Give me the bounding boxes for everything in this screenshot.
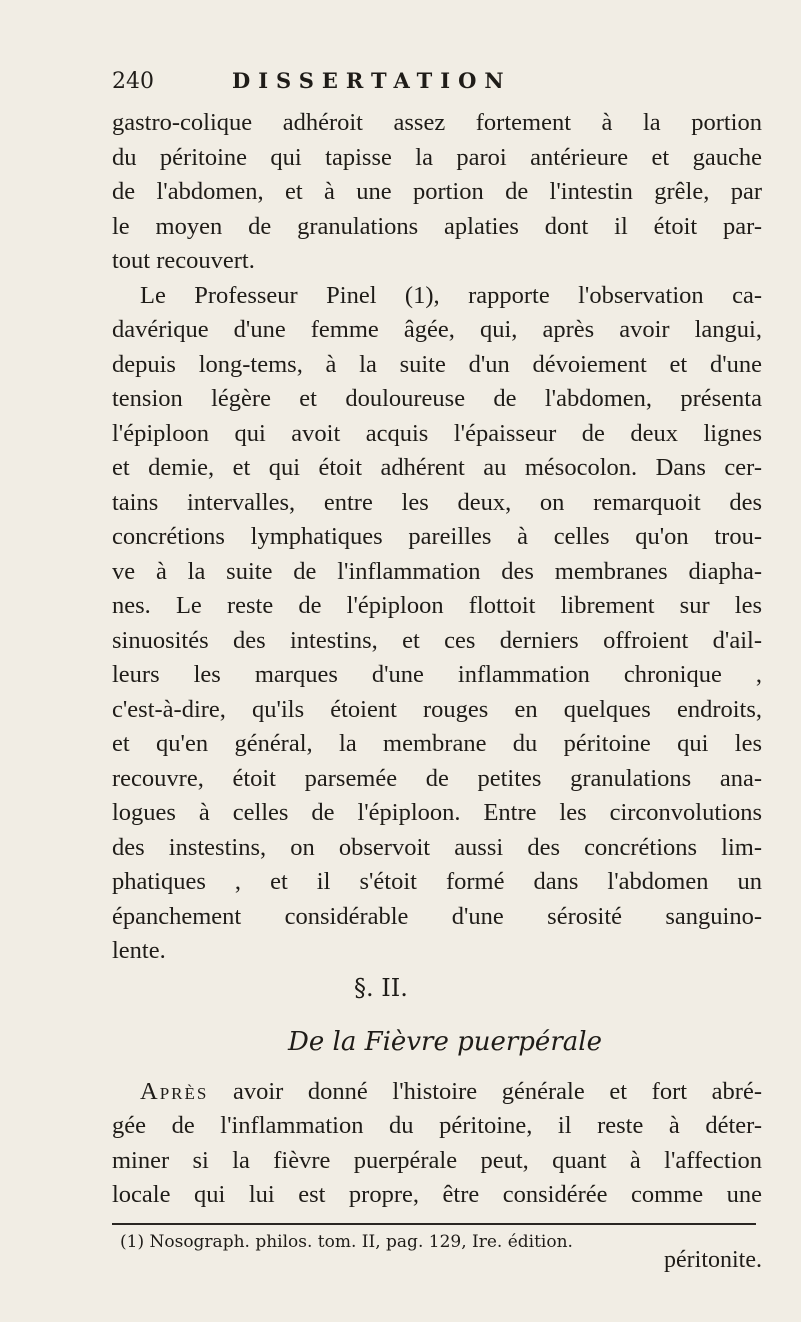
text-line: tout recouvert. bbox=[112, 247, 255, 274]
section-number: §. II. bbox=[354, 973, 408, 1002]
text-line: davérique d'une femme âgée, qui, après avoir langui, bbox=[112, 316, 762, 343]
text-line: l'épiploon qui avoit acquis l'épaisseur de deux lignes bbox=[112, 419, 762, 447]
text-line: épanchement considérable d'une sérosité sanguino- bbox=[112, 902, 762, 930]
text-line: phatiques , et il s'étoit formé dans l'abdomen un bbox=[112, 868, 762, 895]
text-line: et demie, et qui étoit adhérent au mésocolon. Dans cer- bbox=[112, 454, 762, 481]
text-line-rest: avoir donné l'histoire générale et fort abré- bbox=[208, 1077, 762, 1105]
catchword: péritonite. bbox=[664, 1246, 762, 1273]
text-line: depuis long-tems, à la suite d'un dévoiement et d'une bbox=[112, 350, 762, 378]
text-line: concrétions lymphatiques pareilles à celles qu'on trou- bbox=[112, 523, 762, 550]
paragraph-continuation bbox=[112, 106, 762, 279]
book-page bbox=[112, 68, 762, 1274]
text-line: gastro-colique adhéroit assez fortement à la portion bbox=[112, 109, 762, 136]
paragraph-puerperal-fever bbox=[112, 1075, 762, 1213]
text-line: leurs les marques d'une inflammation chronique , bbox=[112, 661, 762, 688]
text-line: des instestins, on observoit aussi des concrétions lim- bbox=[112, 833, 762, 861]
footnote-rule bbox=[112, 1223, 756, 1225]
text-line: tension légère et douloureuse de l'abdomen, présenta bbox=[112, 385, 762, 412]
text-line: du péritoine qui tapisse la paroi antérieure et gauche bbox=[112, 143, 762, 171]
section-title: De la Fièvre puerpérale bbox=[288, 1026, 602, 1057]
text-line: miner si la fièvre puerpérale peut, quant à l'affection bbox=[112, 1146, 762, 1174]
text-line: sinuosités des intestins, et ces derniers offroient d'ail- bbox=[112, 626, 762, 654]
text-line bbox=[112, 1075, 762, 1110]
text-line: le moyen de granulations aplaties dont il étoit par- bbox=[112, 212, 762, 240]
text-line: c'est-à-dire, qu'ils étoient rouges en quelques endroits, bbox=[112, 695, 762, 723]
page-header bbox=[112, 68, 762, 106]
running-title: DISSERTATION bbox=[232, 68, 512, 93]
text-line: ve à la suite de l'inflammation des membranes diapha- bbox=[112, 557, 762, 585]
text-line: recouvre, étoit parsemée de petites granulations ana- bbox=[112, 764, 762, 792]
text-line: logues à celles de l'épiploon. Entre les circonvolutions bbox=[112, 799, 762, 826]
page-number: 240 bbox=[112, 69, 154, 94]
drop-word: Après bbox=[140, 1077, 209, 1105]
text-line: lente. bbox=[112, 937, 166, 964]
text-line: Le Professeur Pinel (1), rapporte l'observation ca- bbox=[140, 281, 762, 309]
text-line: tains intervalles, entre les deux, on remarquoit des bbox=[112, 488, 762, 516]
text-line: locale qui lui est propre, être considérée comme une bbox=[112, 1181, 762, 1208]
text-line: de l'abdomen, et à une portion de l'intestin grêle, par bbox=[112, 178, 762, 205]
text-line: et qu'en général, la membrane du péritoine qui les bbox=[112, 730, 762, 757]
text-line: nes. Le reste de l'épiploon flottoit librement sur les bbox=[112, 592, 762, 619]
paragraph-pinel-observation bbox=[112, 279, 762, 969]
text-line: gée de l'inflammation du péritoine, il reste à déter- bbox=[112, 1112, 762, 1139]
footnote: (1) Nosograph. philos. tom. II, pag. 129, Ire. édition. bbox=[120, 1231, 573, 1252]
